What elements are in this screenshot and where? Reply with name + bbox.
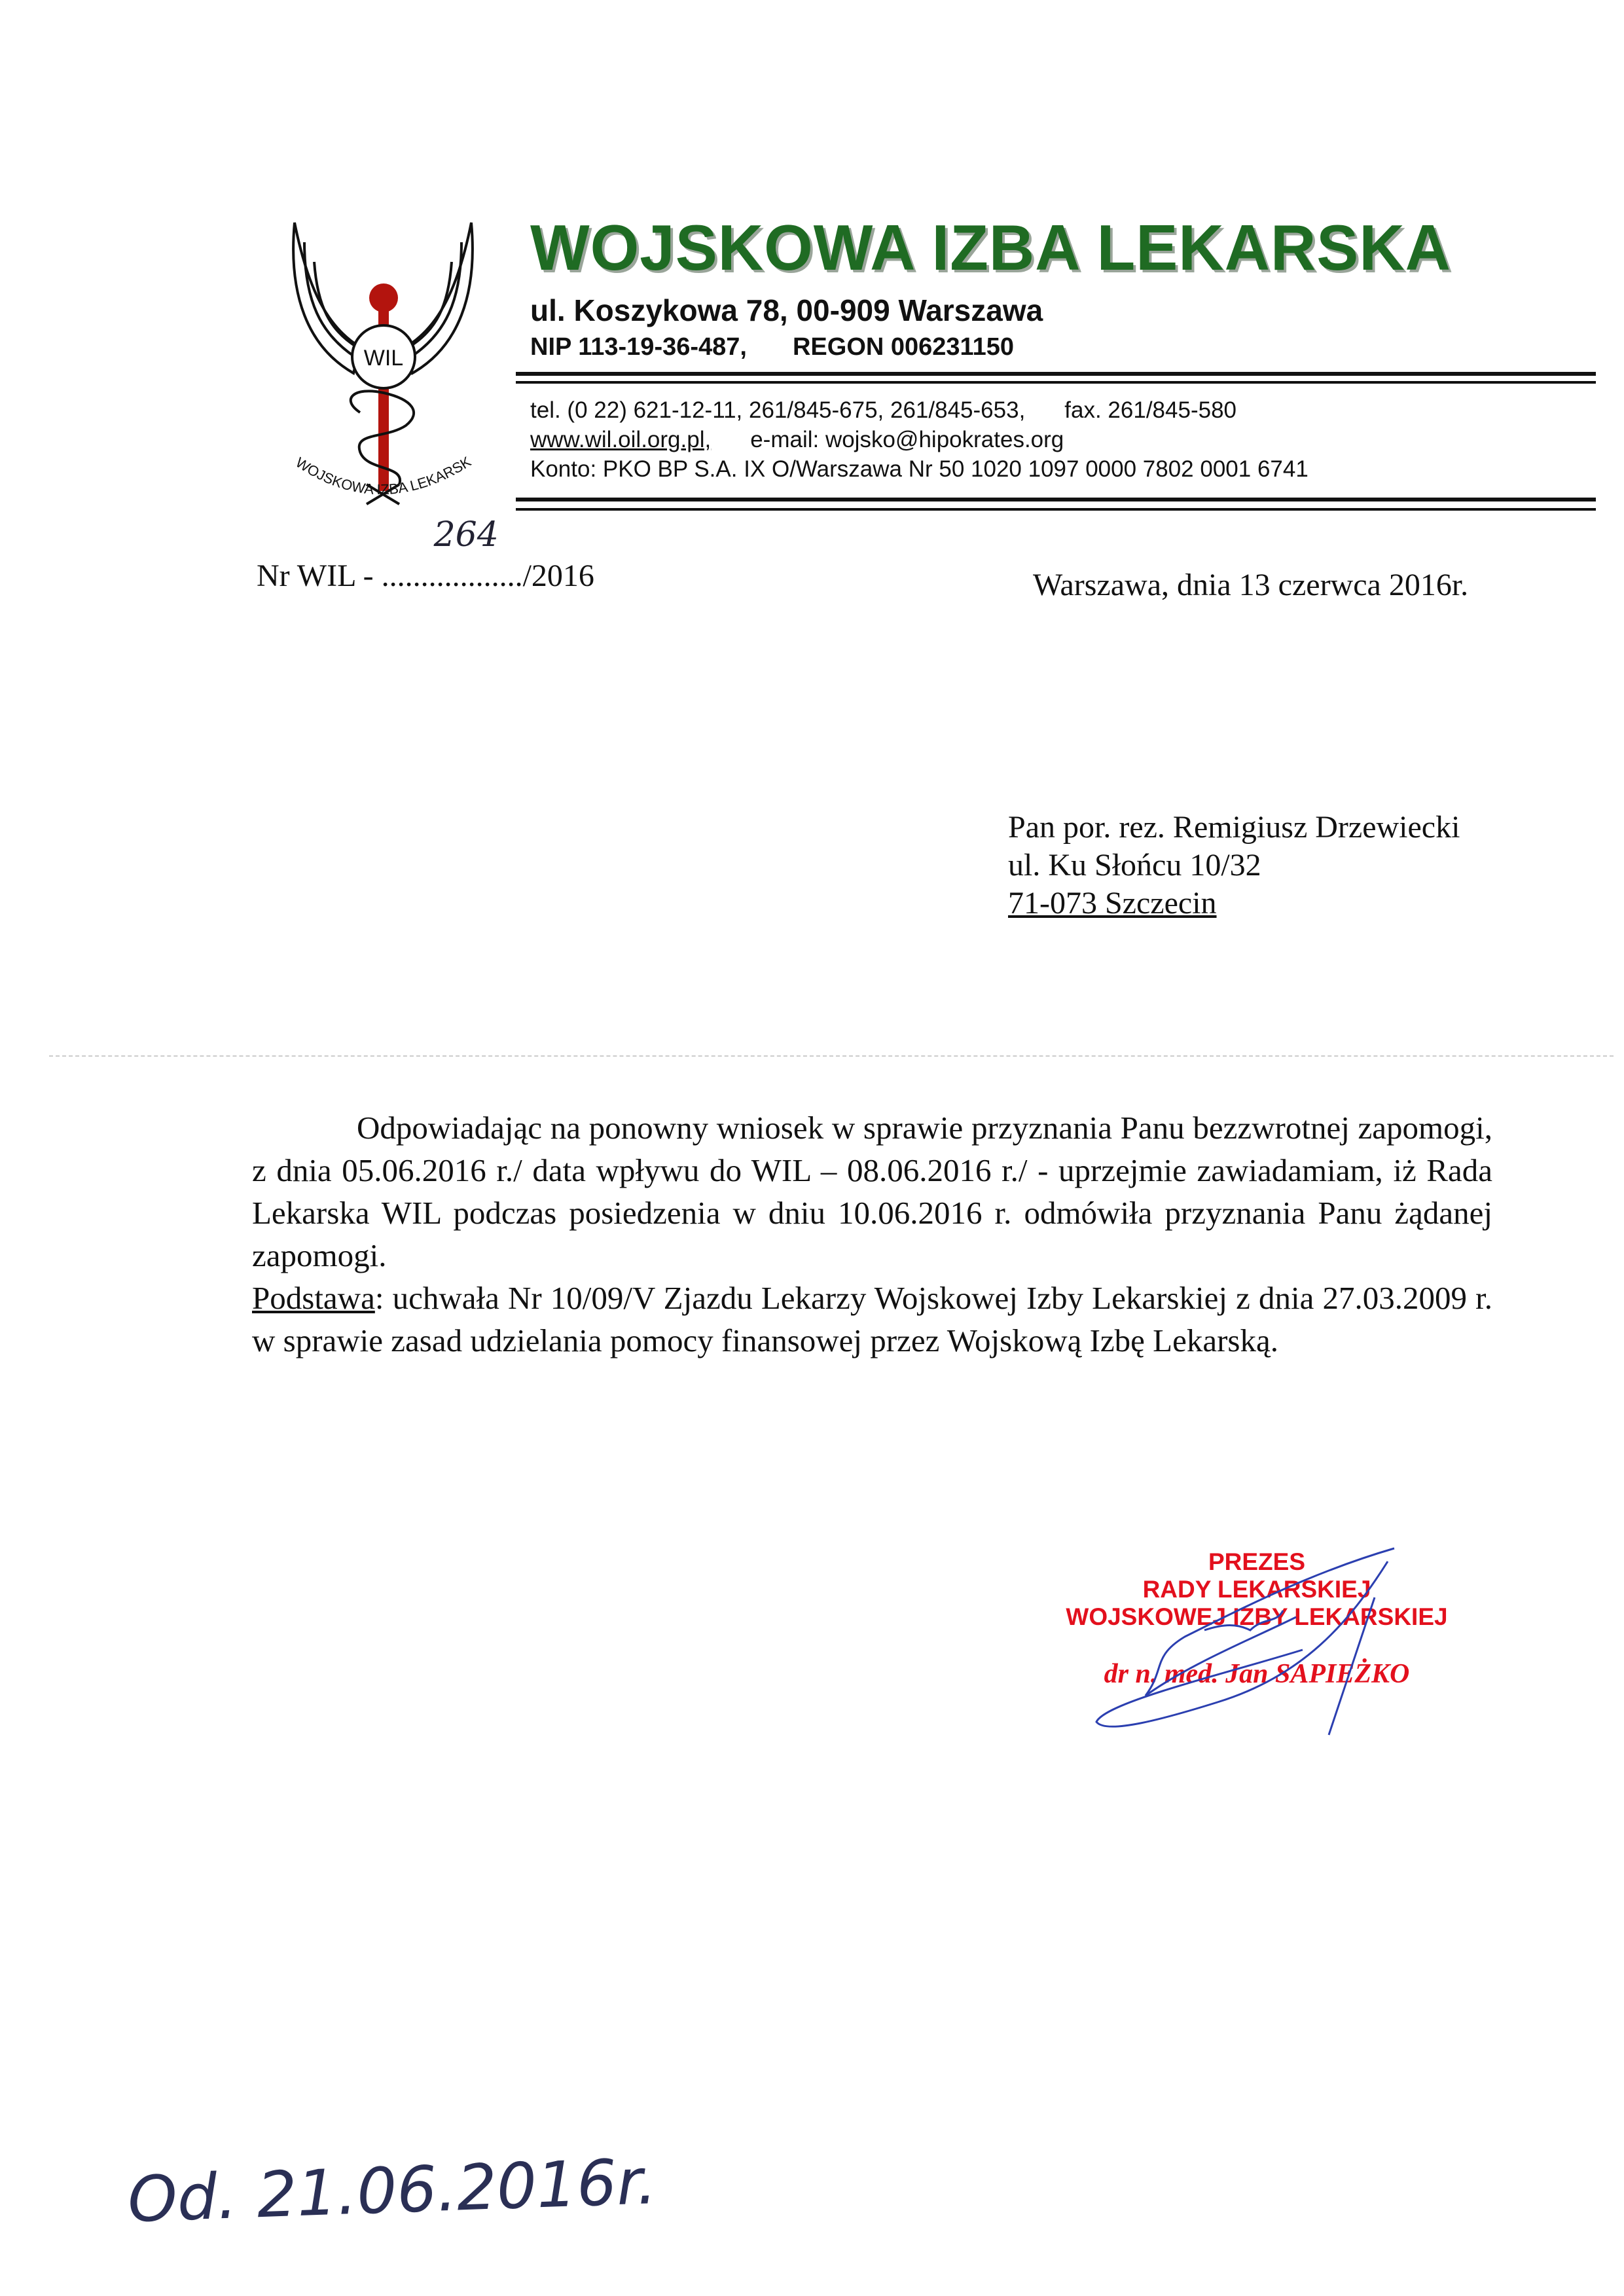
fax: fax. 261/845-580 [1064, 397, 1237, 423]
bank-account: Konto: PKO BP S.A. IX O/Warszawa Nr 50 1020 1097 0000 7802 0001 6741 [530, 456, 1308, 482]
stamp-line: RADY LEKARSKIEJ [1142, 1576, 1371, 1603]
divider [516, 372, 1596, 376]
recipient-street: ul. Ku Słońcu 10/32 [1008, 848, 1261, 883]
reference-prefix: Nr WIL - [257, 558, 382, 593]
divider [516, 498, 1596, 501]
body-paragraph: Odpowiadając na ponowny wniosek w sprawie przyznania Panu bezzwrotnej zapomogi, z dnia 05.06.2016 r./ data wpływu do WIL – 08.06.2016 r./ - uprzejmie zawiadamiam, iż Rada Lekarska WIL podczas posiedzenia w dniu 10.06.2016 r. odmówiła przyznania Panu żądanej zapomogi. [252, 1110, 1492, 1273]
logo-text: WIL [363, 346, 404, 371]
tax-ids [530, 333, 1060, 361]
basis-text: : uchwała Nr 10/09/V Zjazdu Lekarzy Wojskowej Izby Lekarskiej z dnia 27.03.2009 r. w sprawie zasad udzielania pomocy finansowej przez Wojskową Izbę Lekarską. [252, 1280, 1492, 1358]
letter-date: Warszawa, dnia 13 czerwca 2016r. [1033, 568, 1469, 602]
organization-title: WOJSKOWA IZBA LEKARSKA [530, 211, 1452, 283]
stamp-line: PREZES [1208, 1548, 1306, 1575]
contact-web [530, 427, 1103, 453]
divider [516, 381, 1596, 384]
logo-ring-text: WOJSKOWA IZBA LEKARSK [293, 453, 474, 498]
reference-dots: .................. 264 [381, 515, 523, 593]
website-link[interactable]: www.wil.oil.org.pl, [530, 427, 712, 452]
wil-logo [281, 216, 484, 517]
handwritten-signature [1087, 1545, 1427, 1745]
email: e-mail: wojsko@hipokrates.org [750, 427, 1064, 452]
recipient-city: 71-073 Szczecin [1008, 886, 1217, 920]
recipient-name: Pan por. rez. Remigiusz Drzewiecki [1008, 810, 1460, 845]
divider [516, 508, 1596, 511]
handwritten-number: 264 [433, 515, 499, 555]
stamp-name: dr n. med. Jan SAPIEŻKO [1104, 1659, 1410, 1689]
stamp-line: WOJSKOWEJ IZBY LEKARSKIEJ [1066, 1603, 1448, 1630]
reference-suffix: /2016 [522, 558, 594, 593]
fold-line [49, 1055, 1614, 1057]
basis-label: Podstawa [252, 1280, 375, 1316]
basis-paragraph [252, 1277, 1492, 1362]
phone: tel. (0 22) 621-12-11, 261/845-675, 261/845-653, [530, 397, 1026, 423]
contact-phone [530, 397, 1236, 424]
regon: REGON 006231150 [792, 333, 1014, 361]
nip: NIP 113-19-36-487, [530, 333, 747, 361]
handwritten-note: Od. 21.06.2016r. [126, 2144, 659, 2237]
organization-address: ul. Koszykowa 78, 00-909 Warszawa [530, 293, 1043, 327]
reference-number [257, 515, 594, 594]
letter-body [252, 1106, 1492, 1362]
